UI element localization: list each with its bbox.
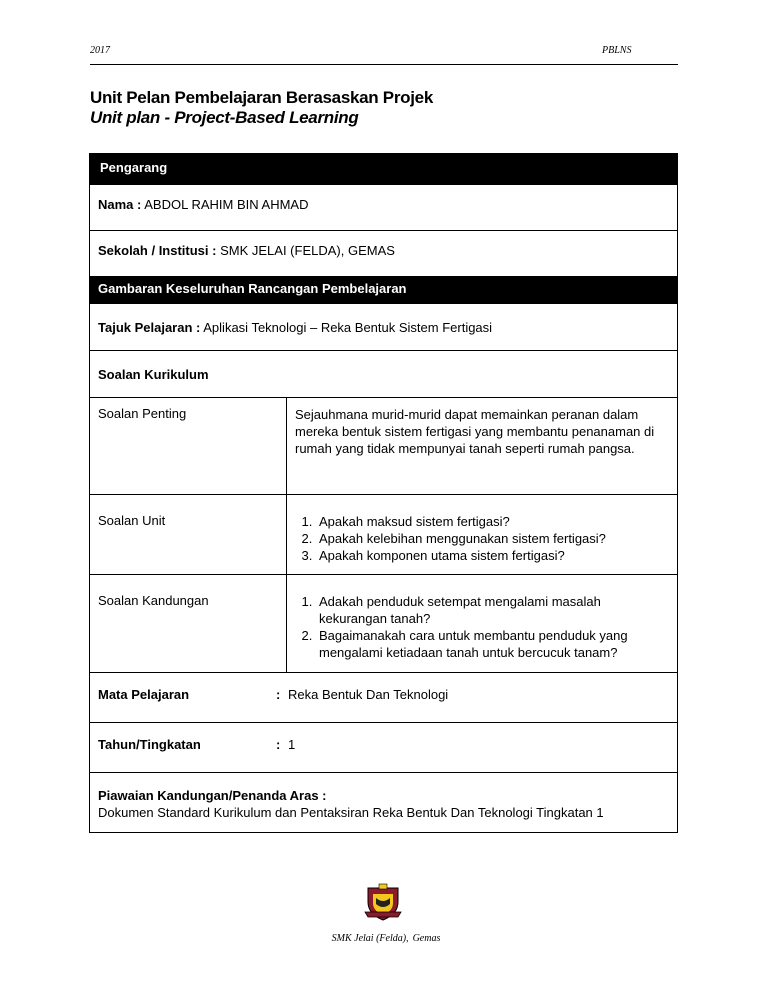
page-title-malay: Unit Pelan Pembelajaran Berasaskan Projek xyxy=(90,88,433,107)
unit-question-list xyxy=(295,513,669,564)
topic-label: Tajuk Pelajaran : xyxy=(98,320,201,335)
unit-question-row xyxy=(90,494,677,574)
author-heading: Pengarang xyxy=(100,160,168,175)
unit-question-item: 1. Apakah maksud sistem fertigasi? xyxy=(316,513,669,530)
level-colon: : xyxy=(276,737,281,752)
header-divider xyxy=(90,64,678,65)
name-value: ABDOL RAHIM BIN AHMAD xyxy=(144,197,309,212)
content-question-list xyxy=(295,593,669,661)
essential-question-row xyxy=(90,397,677,494)
footer xyxy=(0,933,768,944)
standard-row xyxy=(90,772,677,832)
level-row xyxy=(90,722,677,772)
header-year: 2017 xyxy=(90,45,110,56)
name-label: Nama : xyxy=(98,197,142,212)
overview-heading-row xyxy=(90,276,677,303)
author-heading-row xyxy=(90,154,677,184)
school-value: SMK JELAI (FELDA), GEMAS xyxy=(220,243,395,258)
essential-question-text: Sejauhmana murid-murid dapat memainkan peranan dalam mereka bentuk sistem fertigasi yang membantu penanaman di rumah yang tidak mempunyai tanah seperti rumah pangsa. xyxy=(295,407,655,456)
school-crest-icon xyxy=(364,882,402,922)
subject-value: Reka Bentuk Dan Teknologi xyxy=(288,687,449,702)
topic-value: Aplikasi Teknologi – Reka Bentuk Sistem Fertigasi xyxy=(203,320,493,335)
school-row xyxy=(90,230,677,276)
overview-heading: Gambaran Keseluruhan Rancangan Pembelajaran xyxy=(98,281,407,296)
standard-value: Dokumen Standard Kurikulum dan Pentaksiran Reka Bentuk Dan Teknologi Tingkatan 1 xyxy=(98,805,604,820)
subject-row xyxy=(90,672,677,722)
subject-label: Mata Pelajaran xyxy=(98,687,190,702)
curriculum-heading: Soalan Kurikulum xyxy=(98,367,209,382)
name-row xyxy=(90,184,677,230)
content-question-label: Soalan Kandungan xyxy=(90,575,287,672)
topic-row xyxy=(90,303,677,350)
level-value: 1 xyxy=(288,737,296,752)
unit-plan-table xyxy=(89,153,678,833)
footer-town: Gemas xyxy=(412,933,441,944)
content-question-item: 2. Bagaimanakah cara untuk membantu penduduk yang mengalami ketiadaan tanah untuk bercucuk tanam? xyxy=(316,627,669,661)
page-title-english: Unit plan - Project-Based Learning xyxy=(90,108,359,127)
unit-question-item: 3. Apakah komponen utama sistem fertigasi? xyxy=(316,547,669,564)
footer-school: SMK Jelai (Felda), xyxy=(331,933,409,944)
unit-question-label: Soalan Unit xyxy=(90,495,287,574)
essential-question-label: Soalan Penting xyxy=(90,398,287,494)
curriculum-row xyxy=(90,350,677,397)
level-label: Tahun/Tingkatan xyxy=(98,737,201,752)
standard-label: Piawaian Kandungan/Penanda Aras : xyxy=(98,788,327,803)
content-question-item: 1. Adakah penduduk setempat mengalami masalah kekurangan tanah? xyxy=(316,593,669,627)
content-question-row xyxy=(90,574,677,672)
subject-colon: : xyxy=(276,687,281,702)
header-code: PBLNS xyxy=(602,45,632,56)
unit-question-item: 2. Apakah kelebihan menggunakan sistem fertigasi? xyxy=(316,530,669,547)
school-label: Sekolah / Institusi : xyxy=(98,243,217,258)
